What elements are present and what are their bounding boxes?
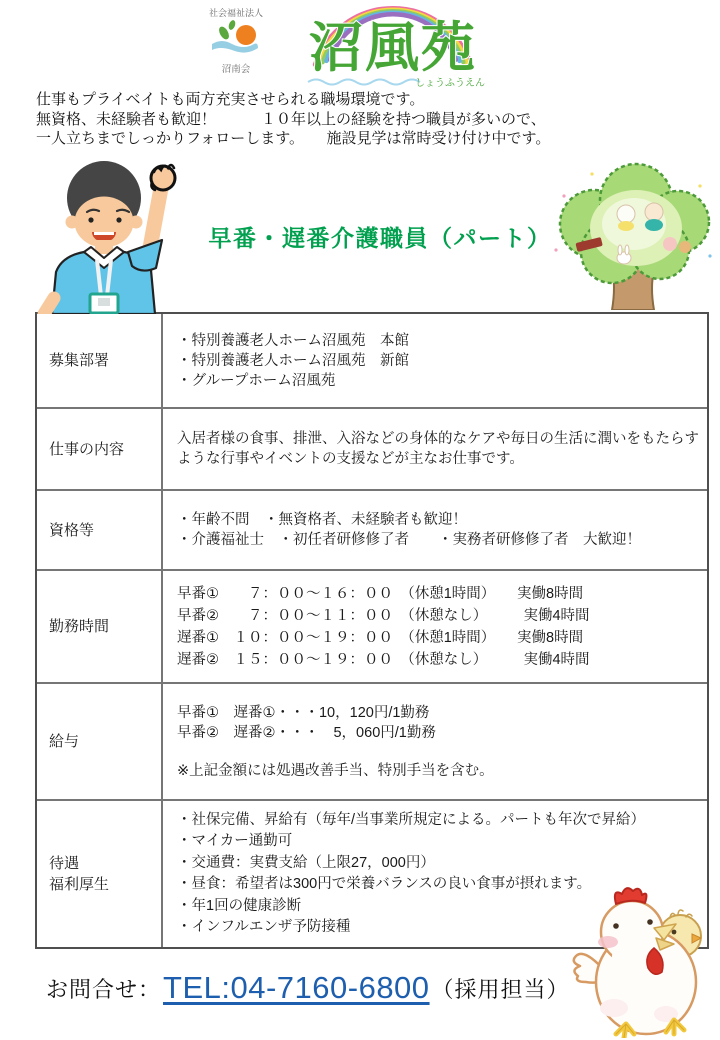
tree-illustration (548, 158, 716, 310)
content-line: ・昼食：希望者は300円で栄養バランスの良い食事が摂れます。 (177, 876, 592, 892)
table-row-qualifications (37, 489, 707, 569)
content-line: ・特別養護老人ホーム沼風苑 本館 (177, 332, 409, 349)
intro-line: 一人立ちまでしっかりフォローします。 施設見学は常時受け付け中です。 (36, 130, 551, 147)
facility-name-furigana: しょうふうえん (415, 78, 485, 89)
hen-eye (647, 919, 653, 925)
row-label: 募集部署 (37, 314, 163, 407)
content-line: ・特別養護老人ホーム沼風苑 新館 (177, 352, 409, 369)
row-content (163, 571, 707, 682)
caregiver-illustration (24, 148, 190, 314)
body-shading (600, 999, 628, 1017)
hen-eye (613, 923, 619, 929)
content-line: ・社保完備、昇給有（毎年/当事業所規定による。パートも年次で昇給） (177, 811, 646, 828)
job-title: 早番・遅番介護職員（パート） (208, 225, 552, 251)
corporation-type-label: 社会福祉法人 (208, 8, 264, 18)
content-line: 早番① ７：００～１６：００ （休憩1時間） 実働8時間 (177, 585, 584, 602)
chicken-illustration (570, 884, 720, 1038)
salary-note: ※上記金額には処遇改善手当、特別手当を含む。 (177, 762, 494, 779)
intro-line: 無資格、未経験者も歓迎！ １０年以上の経験を持つ職員が多いので、 (36, 110, 546, 128)
facility-name-wordmark: 沼風苑 (309, 18, 477, 78)
content-line: ・交通費：実費支給（上限27，000円） (177, 854, 435, 871)
fist (151, 165, 175, 190)
intro-paragraph (36, 90, 550, 149)
facility-logo (188, 2, 498, 90)
contact-suffix: （採用担当） (431, 976, 570, 1002)
content-line: ・マイカー通勤可 (177, 833, 293, 849)
sun-icon (236, 25, 256, 45)
row-label: 待遇 福利厚生 (37, 801, 163, 947)
content-line: ・グループホーム沼風苑 (177, 372, 336, 389)
eye (88, 217, 93, 222)
content-line: ・年齢不問 ・無資格者、未経験者も歓迎！ (177, 512, 467, 528)
row-label: 資格等 (37, 491, 163, 569)
raised-arm (150, 188, 161, 248)
row-label: 給与 (37, 684, 163, 799)
corporation-name-label: 沼南会 (221, 64, 251, 75)
teeth (94, 232, 114, 235)
row-content (163, 684, 707, 799)
blush (598, 936, 618, 948)
content-line: 遅番② １５：００～１９：００ （休憩なし） 実働4時間 (177, 651, 590, 668)
content-line: ような行事やイベントの支援などが主なお仕事です。 (177, 451, 524, 467)
row-content (163, 409, 707, 489)
table-row-job-description (37, 407, 707, 489)
row-content (163, 491, 707, 569)
left-arm (44, 298, 54, 314)
content-line: 早番① 遅番①・・・10，120円/1勤務 (177, 704, 430, 721)
row-label: 勤務時間 (37, 571, 163, 682)
corporation-emblem (209, 7, 263, 75)
eye (116, 217, 121, 222)
contact-prefix: お問合せ： (46, 976, 162, 1002)
row-content (163, 314, 707, 407)
comb (615, 888, 647, 904)
content-line: 早番② 遅番②・・・ 5，060円/1勤務 (177, 724, 436, 741)
content-line: ・インフルエンザ予防接種 (177, 919, 351, 935)
table-row-working-hours (37, 569, 707, 682)
content-line: 入居者様の食事、排泄、入浴などの身体的なケアや毎日の生活に潤いをもたらす (177, 431, 699, 447)
content-line: ・年1回の健康診断 (177, 897, 302, 914)
table-row-departments (37, 314, 707, 407)
job-details-table (35, 312, 709, 949)
table-row-salary (37, 682, 707, 799)
content-line: 遅番① １０：００～１９：００ （休憩1時間） 実働8時間 (177, 629, 584, 646)
phone-number-link[interactable]: TEL:04-7160-6800 (163, 970, 430, 1005)
content-line: ・介護福祉士 ・初任者研修修了者 ・実務者研修修了者 大歓迎！ (177, 532, 641, 548)
content-line: 早番② ７：００～１１：００ （休憩なし） 実働4時間 (177, 607, 590, 624)
contact-line (46, 956, 570, 1020)
leaf-icon (227, 19, 236, 30)
name-badge (90, 294, 118, 313)
row-label: 仕事の内容 (37, 409, 163, 489)
intro-line: 仕事もプライベイトも両方充実させられる職場環境です。 (36, 91, 425, 108)
wavy-underline (308, 80, 420, 85)
